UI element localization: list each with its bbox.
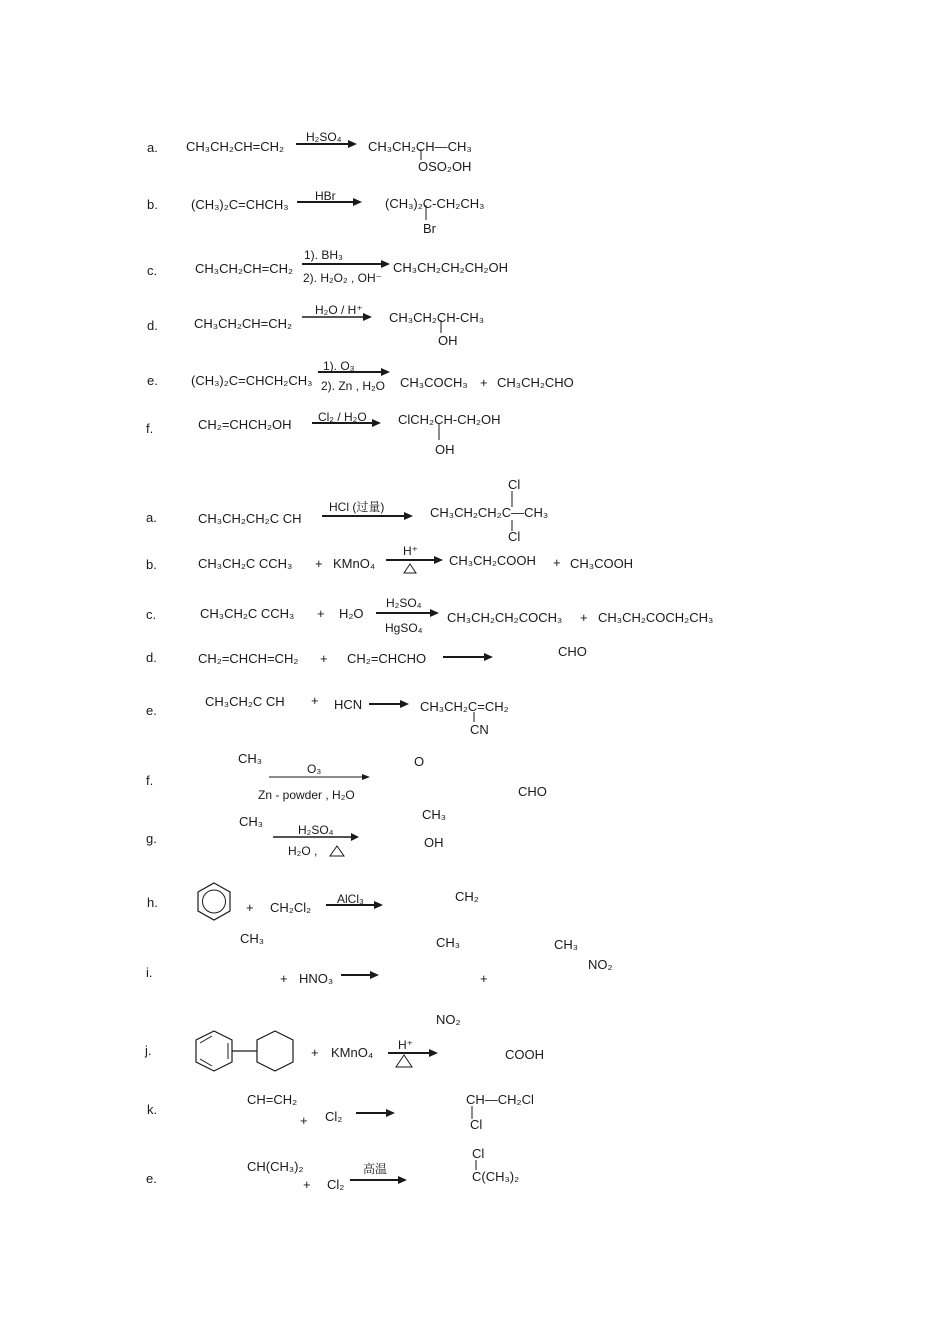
reagent-2: CH₂=CHCHO bbox=[347, 651, 427, 666]
product-oxygen: O bbox=[414, 754, 425, 769]
product-top-substituent: Cl bbox=[472, 1146, 485, 1161]
heat-triangle-icon bbox=[396, 1055, 412, 1067]
reactant: CH₂=CHCH₂OH bbox=[198, 417, 292, 432]
reagent-top: H₂SO₄ bbox=[298, 823, 334, 837]
reactant: CH₃CH₂CH₂C CH bbox=[198, 511, 302, 526]
product-substituent: OH bbox=[435, 442, 455, 457]
product: C(CH₃)₂ bbox=[472, 1169, 520, 1184]
plus-sign: + bbox=[246, 900, 254, 915]
reagent-top: H₂SO₄ bbox=[306, 130, 342, 144]
item-label: e. bbox=[146, 703, 157, 718]
product-substituent: CN bbox=[470, 722, 489, 737]
reactant-methyl: CH₃ bbox=[240, 931, 265, 946]
reagent-top: H₂SO₄ bbox=[386, 596, 422, 610]
product: CH₂ bbox=[455, 889, 479, 904]
reagent-bottom: 2). Zn , H₂O bbox=[321, 379, 386, 393]
arrow-2c bbox=[376, 609, 439, 617]
reagent-top: H₂O / H⁺ bbox=[315, 303, 363, 317]
product: CH—CH₂Cl bbox=[466, 1092, 534, 1107]
product: CH₃CH₂CH-CH₃ bbox=[389, 310, 485, 325]
reagent-2: HNO₃ bbox=[299, 971, 334, 986]
plus-sign: + bbox=[280, 971, 288, 986]
reagent-top: Cl₂ / H₂O bbox=[318, 410, 367, 424]
product-substituent: OH bbox=[424, 835, 444, 850]
benzene-ring-icon bbox=[198, 883, 230, 920]
product: COOH bbox=[505, 1047, 544, 1062]
product-substituent: OSO₂OH bbox=[418, 159, 472, 174]
reactant: (CH₃)₂C=CHCH₃ bbox=[191, 197, 289, 212]
reagent-top: 1). O₃ bbox=[323, 359, 355, 373]
arrow-2d bbox=[443, 653, 493, 661]
arrow-2k bbox=[356, 1109, 395, 1117]
product: CH₃COCH₃ bbox=[400, 375, 468, 390]
product: CH₃CH₂CH—CH₃ bbox=[368, 139, 472, 154]
item-label: h. bbox=[147, 895, 158, 910]
reagent-bottom: 2). H₂O₂ , OH⁻ bbox=[303, 271, 382, 285]
item-label: j. bbox=[145, 1043, 152, 1058]
plus-sign: + bbox=[480, 375, 488, 390]
reagent-2: HCN bbox=[334, 697, 363, 712]
product: CH₃CH₂CH₂COCH₃ bbox=[447, 610, 563, 625]
reagent-2: CH₂Cl₂ bbox=[270, 900, 312, 915]
arrow-2e bbox=[369, 700, 409, 708]
product-2: CH₃CH₂CHO bbox=[497, 375, 574, 390]
product: CHO bbox=[558, 644, 587, 659]
product-nitro: NO₂ bbox=[436, 1012, 461, 1027]
product-2: CH₃CH₂COCH₂CH₃ bbox=[598, 610, 714, 625]
reagent-top: HBr bbox=[315, 189, 336, 203]
reactant-isopropyl: CH(CH₃)₂ bbox=[247, 1159, 304, 1174]
item-label: a. bbox=[147, 140, 158, 155]
reactant: CH₃CH₂CH=CH₂ bbox=[194, 316, 293, 331]
item-label: i. bbox=[146, 965, 153, 980]
reagent-2: Cl₂ bbox=[327, 1177, 345, 1192]
arrow-2i bbox=[341, 971, 379, 979]
item-label: b. bbox=[147, 197, 158, 212]
product: CH₃CH₂CH₂C—CH₃ bbox=[430, 505, 549, 520]
reagent-top: H⁺ bbox=[398, 1038, 413, 1052]
plus-sign: + bbox=[300, 1113, 308, 1128]
item-label: a. bbox=[146, 510, 157, 525]
reactant: CH₃CH₂CH=CH₂ bbox=[186, 139, 285, 154]
item-label: d. bbox=[146, 650, 157, 665]
reagent-bottom: H₂O , bbox=[288, 844, 318, 858]
product-2: CH₃COOH bbox=[570, 556, 634, 571]
plus-sign: + bbox=[317, 606, 325, 621]
item-label: c. bbox=[146, 607, 157, 622]
reactant-vinyl: CH=CH₂ bbox=[247, 1092, 298, 1107]
reactant: CH₃CH₂CH=CH₂ bbox=[195, 261, 294, 276]
reactant: (CH₃)₂C=CHCH₂CH₃ bbox=[191, 373, 313, 388]
reagent-2: KMnO₄ bbox=[331, 1045, 374, 1060]
phenylcyclohexane-icon bbox=[196, 1031, 293, 1071]
plus-sign-2: + bbox=[580, 610, 588, 625]
reagent-top: 1). BH₃ bbox=[304, 248, 343, 262]
product-methyl: CH₃ bbox=[422, 807, 447, 822]
product-substituent: OH bbox=[438, 333, 458, 348]
arrow-2e-second bbox=[350, 1176, 407, 1184]
item-label: f. bbox=[146, 773, 154, 788]
product: CH₃CH₂CH₂CH₂OH bbox=[393, 260, 509, 275]
item-label: g. bbox=[146, 831, 157, 846]
reactant-methyl: CH₃ bbox=[239, 814, 264, 829]
reactant: CH₃CH₂C CCH₃ bbox=[198, 556, 293, 571]
product: CH₃CH₂C=CH₂ bbox=[420, 699, 509, 714]
product-2-methyl: CH₃ bbox=[554, 937, 579, 952]
reagent-bottom: HgSO₄ bbox=[385, 621, 423, 635]
product-substituent: Br bbox=[423, 221, 436, 236]
item-label: k. bbox=[147, 1102, 158, 1117]
arrow-2j bbox=[388, 1049, 438, 1057]
item-label: b. bbox=[146, 557, 157, 572]
reactant: CH₂=CHCH=CH₂ bbox=[198, 651, 299, 666]
heat-triangle-icon bbox=[404, 564, 416, 573]
product: ClCH₂CH-CH₂OH bbox=[398, 412, 501, 427]
plus-sign: + bbox=[315, 556, 323, 571]
plus-sign-2: + bbox=[553, 555, 561, 570]
item-label: e. bbox=[147, 373, 158, 388]
product-substituent: Cl bbox=[508, 529, 521, 544]
reactant-methyl: CH₃ bbox=[238, 751, 263, 766]
product-top-substituent: Cl bbox=[508, 477, 521, 492]
item-label: e. bbox=[146, 1171, 157, 1186]
reagent-2: H₂O bbox=[339, 606, 364, 621]
plus-sign: + bbox=[311, 693, 319, 708]
reagent-top: 高温 bbox=[363, 1162, 388, 1176]
item-label: d. bbox=[147, 318, 158, 333]
reagent-2: KMnO₄ bbox=[333, 556, 376, 571]
product: CHO bbox=[518, 784, 547, 799]
reagent-top: HCl (过量) bbox=[329, 500, 385, 514]
product: CH₃CH₂COOH bbox=[449, 553, 536, 568]
item-label: c. bbox=[147, 263, 158, 278]
reactant: CH₃CH₂C CH bbox=[205, 694, 285, 709]
reactant: CH₃CH₂C CCH₃ bbox=[200, 606, 295, 621]
plus-sign-2: + bbox=[480, 971, 488, 986]
plus-sign: + bbox=[311, 1045, 319, 1060]
product-methyl: CH₃ bbox=[436, 935, 461, 950]
reagent-top: H⁺ bbox=[403, 544, 418, 558]
plus-sign: + bbox=[303, 1177, 311, 1192]
product-substituent: Cl bbox=[470, 1117, 483, 1132]
reagent-bottom: Zn - powder , H₂O bbox=[258, 788, 355, 802]
plus-sign: + bbox=[320, 651, 328, 666]
heat-triangle-icon bbox=[330, 846, 344, 856]
product-2-nitro: NO₂ bbox=[588, 957, 613, 972]
reagent-top: AlCl₃ bbox=[337, 892, 364, 906]
reagent-2: Cl₂ bbox=[325, 1109, 343, 1124]
reagent-top: O₃ bbox=[307, 762, 322, 776]
product: (CH₃)₂C-CH₂CH₃ bbox=[385, 196, 485, 211]
item-label: f. bbox=[146, 421, 154, 436]
